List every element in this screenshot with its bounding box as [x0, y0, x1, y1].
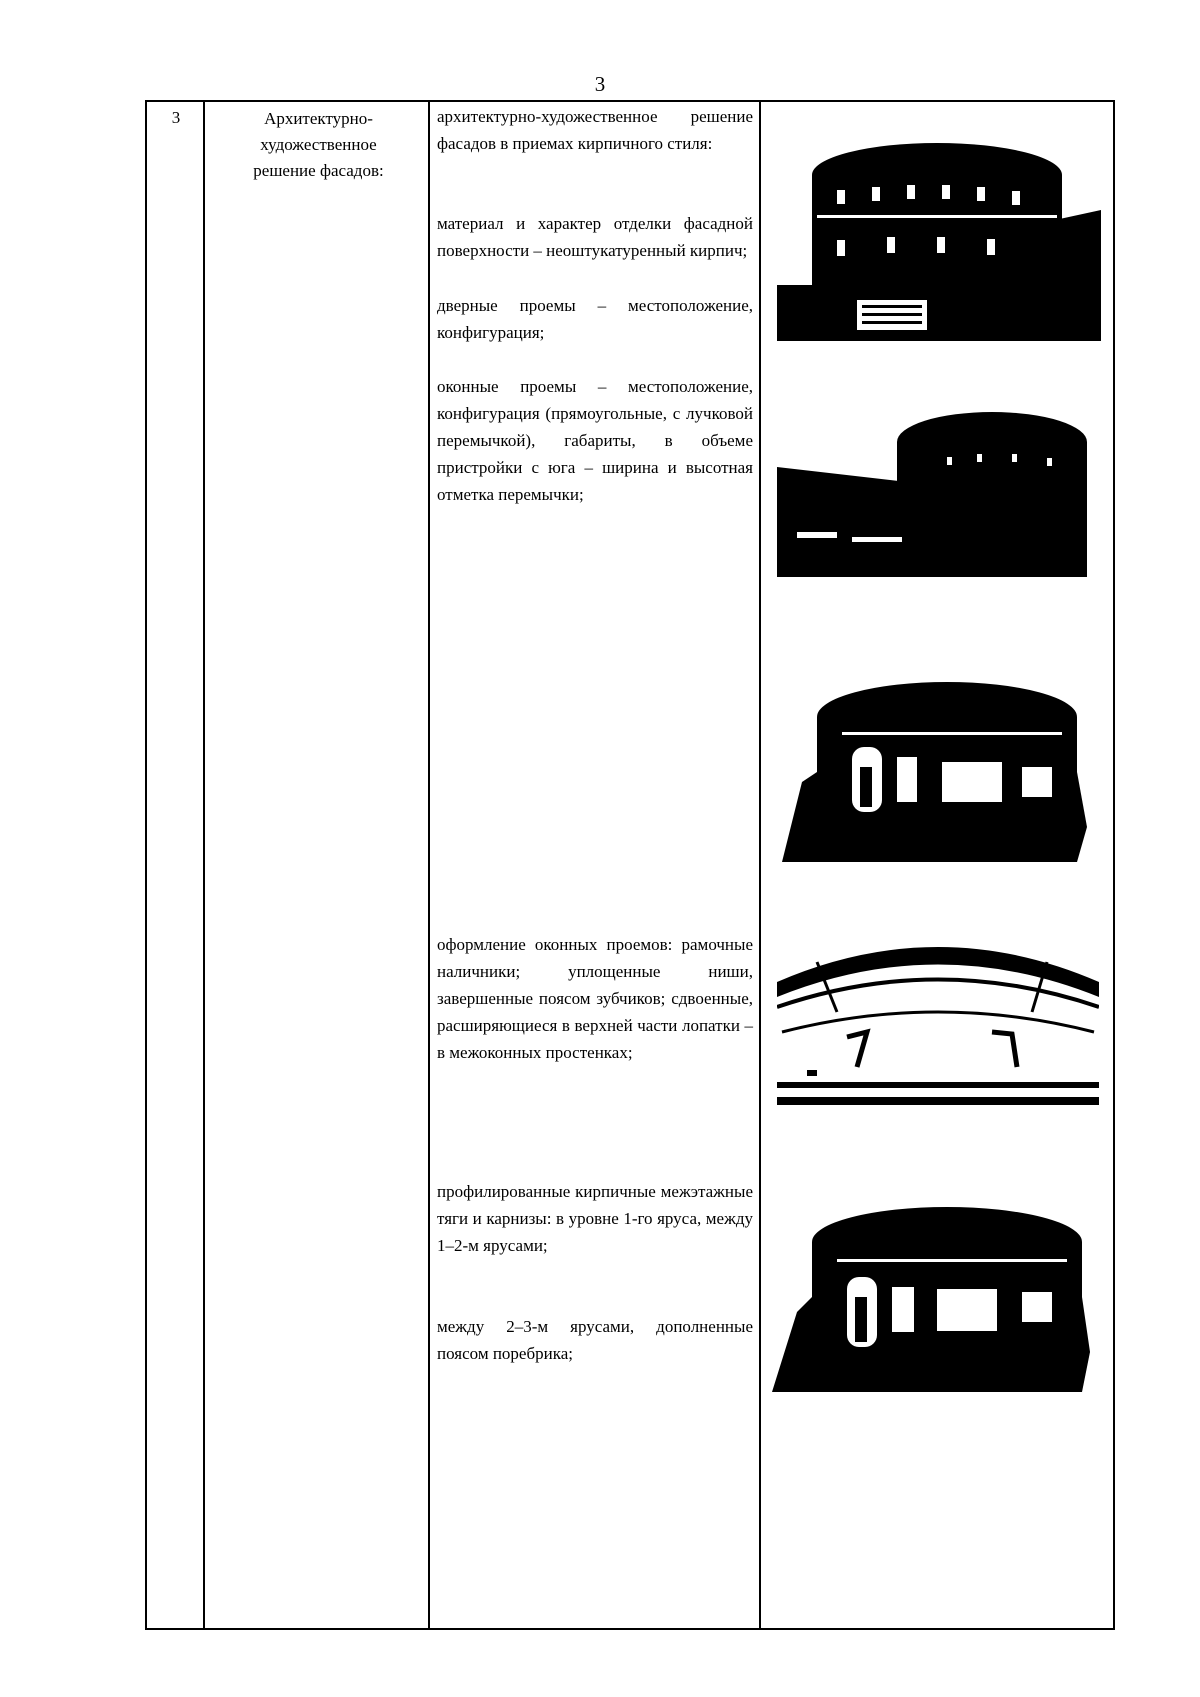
column-divider [428, 102, 430, 1628]
row-number: 3 [171, 108, 181, 127]
facade-photo-1 [777, 115, 1101, 347]
facade-photo-5 [772, 1197, 1102, 1392]
facade-photo-3 [782, 672, 1092, 862]
description-paragraph: материал и характер отделки фасадной поверхности – неоштукатуренный кирпич; [437, 214, 753, 260]
column-divider [203, 102, 205, 1628]
description-paragraph: оформление оконных проемов: рамочные наличники; уплощенные ниши, завершенные поясом зубчиков; сдвоенные, расширяющиеся в верхней части лопатки – в межоконных простенках; [437, 935, 753, 1062]
page-number: 3 [594, 72, 606, 96]
facade-photo-2 [777, 402, 1097, 577]
description-paragraph: между 2–3-м ярусами, дополненные поясом поребрика; [437, 1317, 753, 1363]
description-paragraph: архитектурно-художественное решение фасадов в приемах кирпичного стиля: [437, 107, 753, 153]
row-title [207, 106, 430, 184]
heritage-table [145, 100, 1115, 1630]
description-paragraph: профилированные кирпичные межэтажные тяги и карнизы: в уровне 1-го яруса, между 1–2-м ярусами; [437, 1182, 753, 1255]
row-title-line: Архитектурно- [264, 109, 373, 128]
description-paragraph: оконные проемы – местоположение, конфигурация (прямоугольные, с лучковой перемычкой), габариты, в объеме пристройки с юга – ширина и высотная отметка перемычки; [437, 377, 753, 504]
row-title-line: решение фасадов: [253, 161, 384, 180]
row-title-line: художественное [260, 135, 377, 154]
column-divider [759, 102, 761, 1628]
description-paragraph: дверные проемы – местоположение, конфигурация; [437, 296, 753, 342]
facade-photo-4 [777, 922, 1099, 1107]
